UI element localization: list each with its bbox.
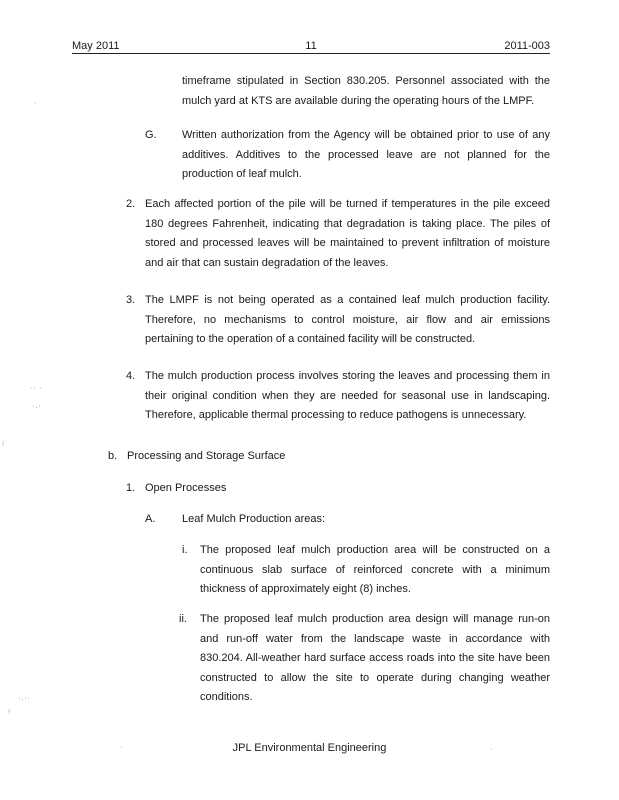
item-3-label: 3. — [126, 294, 136, 306]
item-4-label: 4. — [126, 370, 136, 382]
header-date: May 2011 — [72, 40, 120, 52]
scan-speck: ⁝ — [2, 441, 6, 448]
scan-speck: · — [120, 744, 124, 751]
header-page-number: 11 — [305, 40, 317, 52]
subsection-1-label: 1. — [126, 482, 136, 494]
scan-speck: ⁝ — [8, 709, 12, 716]
item-g-text: Written authorization from the Agency will be obtained prior to use of any additives. Additives to the processed leave are not planned for the production of leaf mulch. — [182, 129, 550, 180]
scan-speck: · — [34, 100, 38, 107]
roman-i-text: The proposed leaf mulch production area will be constructed on a continuous slab surface of reinforced concrete with a minimum thickness of approximately eight (8) inches. — [200, 544, 550, 595]
subsection-a-label: A. — [145, 513, 156, 525]
continuation-paragraph: timeframe stipulated in Section 830.205. Personnel associated with the mulch yard at KTS are available during the operating hours of the LMPF. — [182, 75, 550, 107]
section-b-label: b. — [108, 450, 118, 462]
item-4-text: The mulch production process involves storing the leaves and processing them in their original condition when they are needed for seasonal use in landscaping. Therefore, applicable thermal processing to reduce pathogens is unnecessary. — [145, 370, 550, 421]
page-footer: JPL Environmental Engineering — [232, 742, 387, 754]
subsection-a-title: Leaf Mulch Production areas: — [182, 513, 326, 525]
subsection-1-title: Open Processes — [145, 482, 227, 494]
item-g-label: G. — [145, 129, 157, 141]
scan-speck: ·.·· — [18, 695, 31, 702]
roman-ii-label: ii. — [179, 613, 187, 625]
roman-ii-text: The proposed leaf mulch production area design will manage run-on and run-off water from the landscape waste in accordance with 830.204. All-weather hard surface access roads into the site have been constructed to allow the site to operate during changing weather conditions. — [200, 613, 550, 703]
page-header — [72, 40, 550, 54]
header-doc-number: 2011-003 — [504, 40, 550, 52]
section-b-title: Processing and Storage Surface — [127, 450, 286, 462]
scan-speck: · — [490, 746, 494, 753]
item-2-text: Each affected portion of the pile will be turned if temperatures in the pile exceed 180 degrees Fahrenheit, indicating that degradation is taking place. The piles of stored and processed leaves will be maintained to prevent infiltration of moisture and air that can sustain degradation of the leaves. — [145, 198, 550, 269]
scan-speck: ·· · — [30, 385, 43, 392]
scan-speck: ·.· — [32, 403, 42, 410]
item-2-label: 2. — [126, 198, 136, 210]
roman-i-label: i. — [182, 544, 188, 556]
item-3-text: The LMPF is not being operated as a contained leaf mulch production facility. Therefore, no mechanisms to control moisture, air flow and air emissions pertaining to the operation of a contained facility will be constructed. — [145, 294, 550, 345]
header-rule — [72, 53, 550, 54]
